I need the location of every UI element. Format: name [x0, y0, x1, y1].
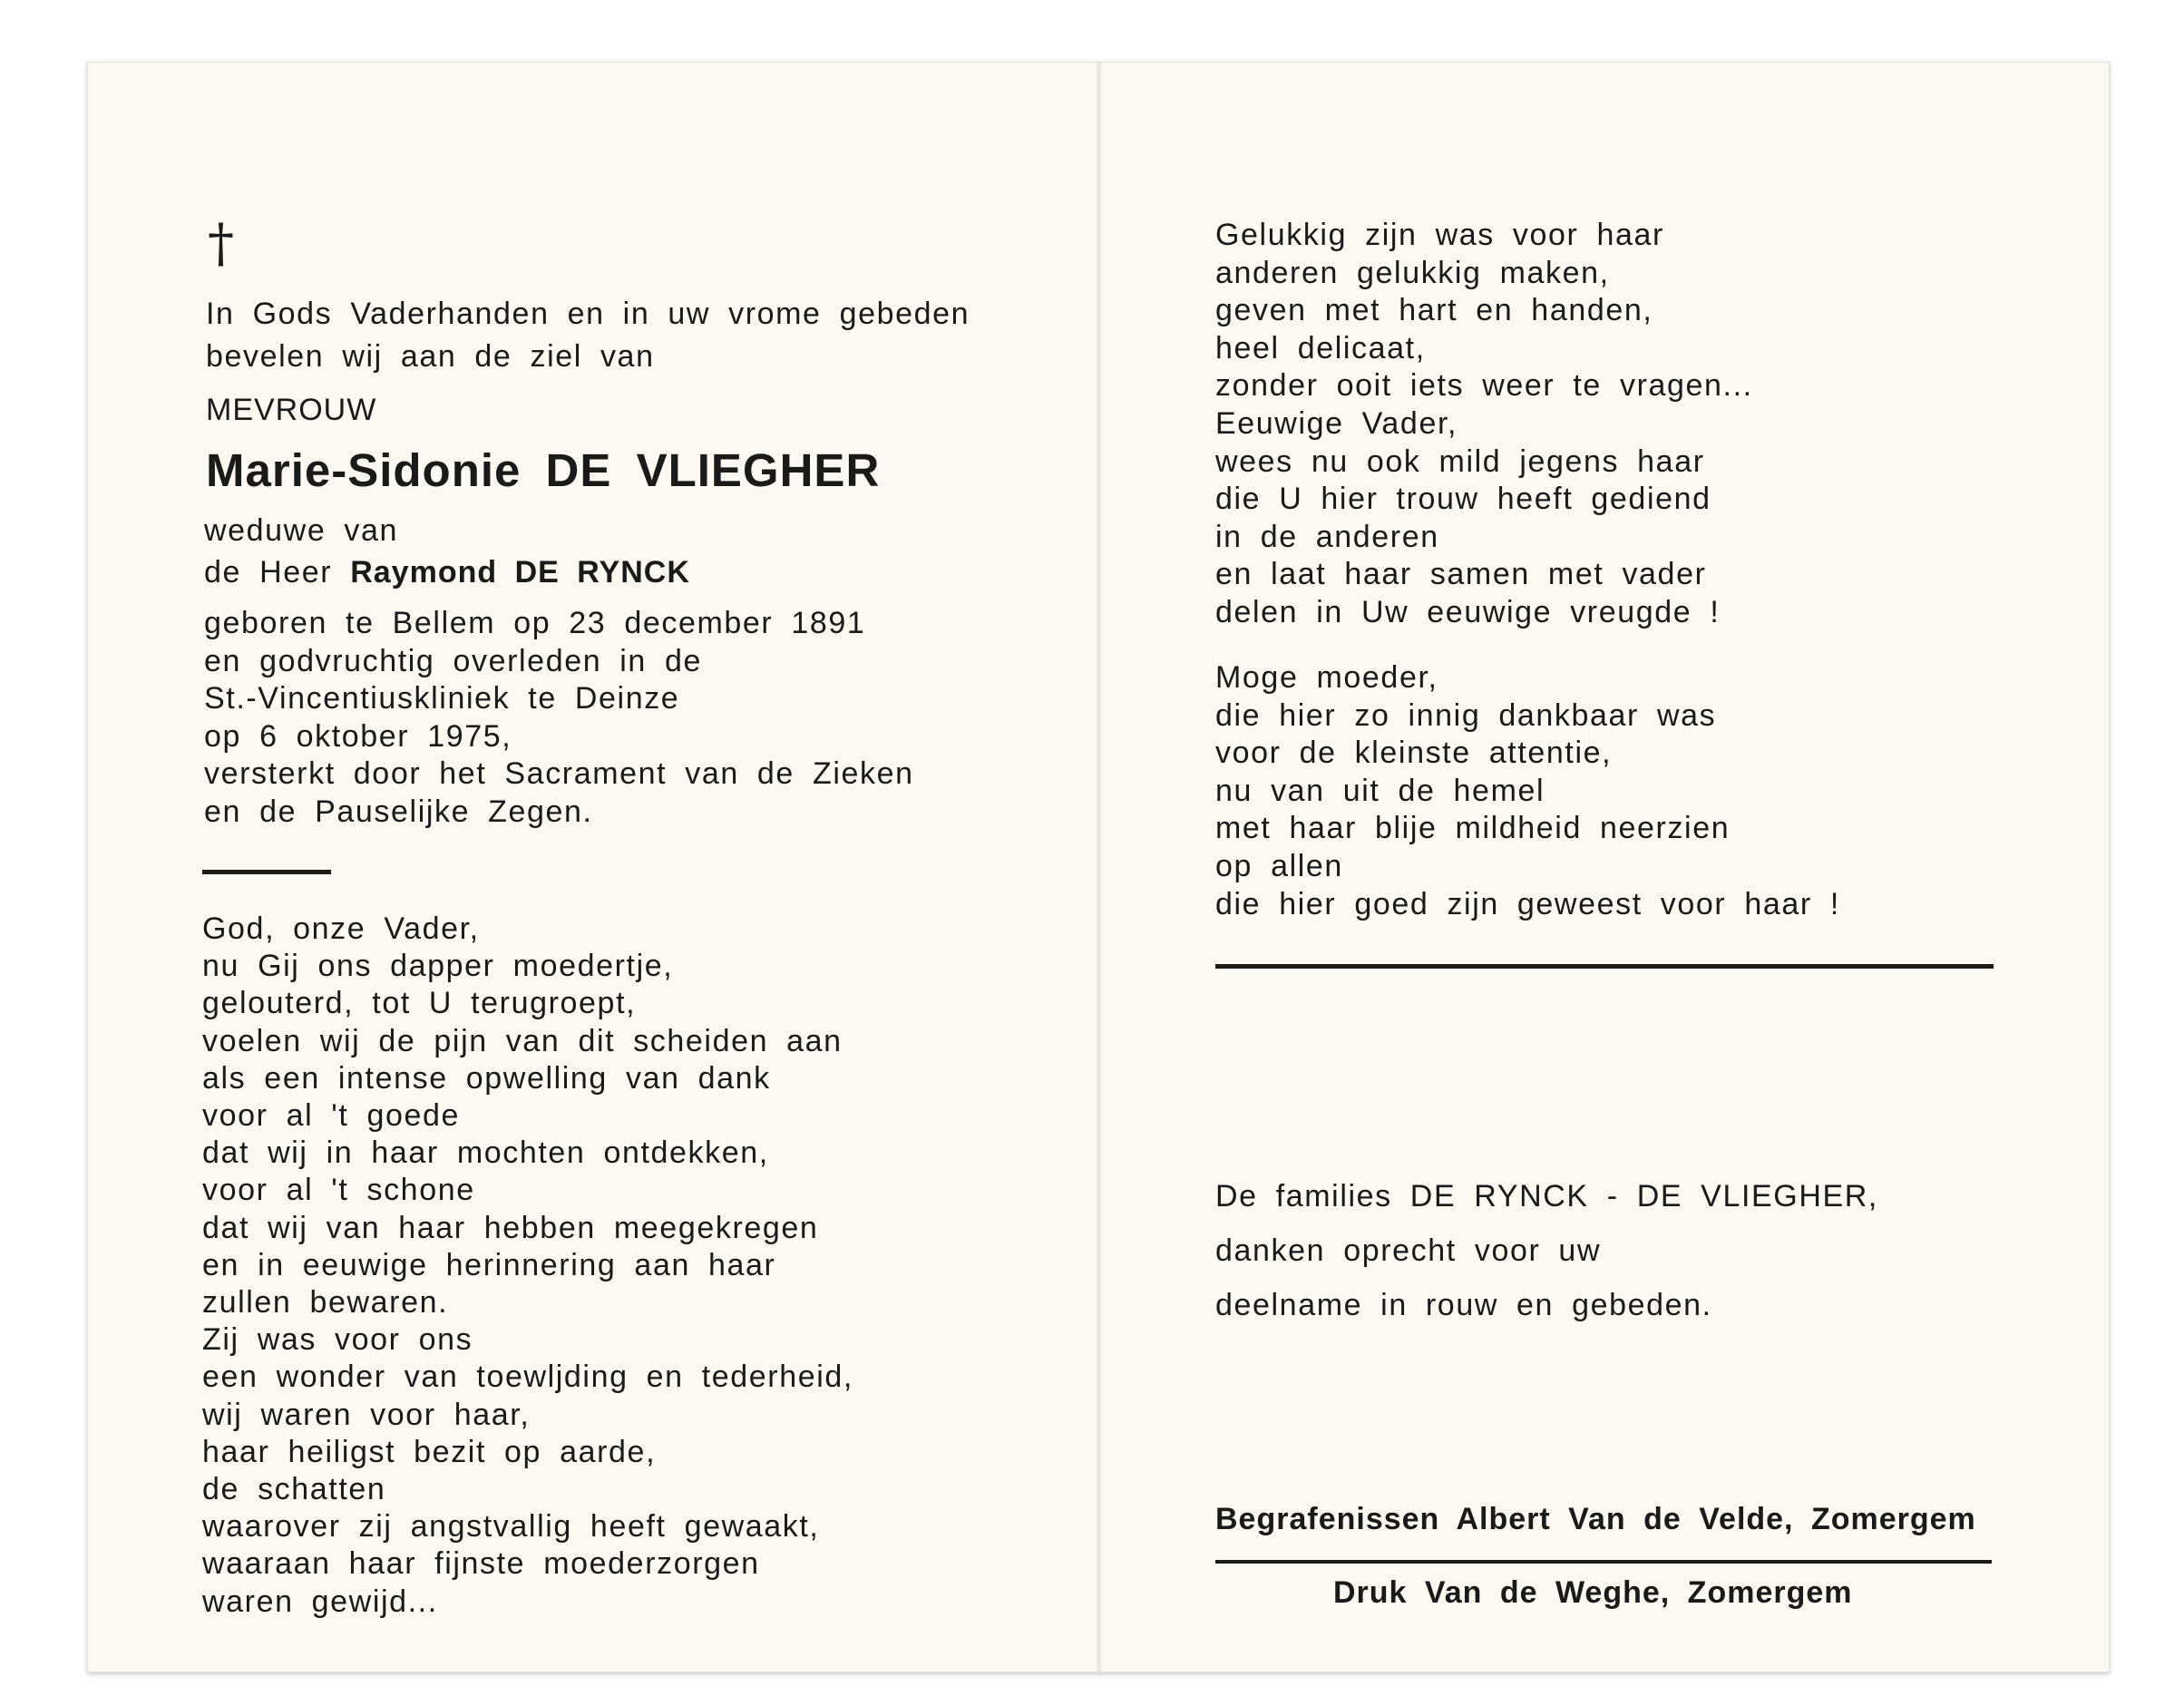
verse-line: zonder ooit iets weer te vragen... [1215, 368, 1753, 404]
verse-line: die U hier trouw heeft gediend [1215, 482, 1711, 517]
thanks-line: danken oprecht voor uw [1215, 1233, 1602, 1268]
poem-line: nu Gij ons dapper moedertje, [202, 949, 674, 984]
poem-line: Zij was voor ons [202, 1322, 473, 1358]
verse-line: delen in Uw eeuwige vreugde ! [1215, 594, 1721, 629]
verse-line: Moge moeder, [1215, 660, 1438, 695]
thanks-line: deelname in rouw en gebeden. [1215, 1288, 1712, 1322]
verse-1 [1215, 217, 1753, 632]
printer-credit: Druk Van de Weghe, Zomergem [1333, 1575, 1853, 1610]
poem-line: voelen wij de pijn van dit scheiden aan [202, 1023, 843, 1058]
poem-line: waren gewijd... [202, 1584, 438, 1619]
verse-line: geven met hart en handen, [1215, 293, 1653, 328]
verse-line: wees nu ook mild jegens haar [1215, 443, 1705, 479]
husband-prefix: de Heer [204, 555, 351, 590]
poem-line: haar heiligst bezit op aarde, [202, 1434, 657, 1469]
verse-line: voor de kleinste attentie, [1215, 736, 1613, 771]
bio-line: op 6 oktober 1975, [204, 718, 512, 754]
poem-line: waarover zij angstvallig heeft gewaakt, [202, 1509, 820, 1545]
divider [1215, 1560, 1992, 1564]
verse-line: Eeuwige Vader, [1215, 405, 1458, 441]
memorial-card [87, 62, 2110, 1672]
bio-line: en de Pauselijke Zegen. [204, 794, 593, 829]
verse-2 [1215, 659, 1840, 923]
poem-line: en in eeuwige herinnering aan haar [202, 1247, 776, 1282]
verse-line: anderen gelukkig maken, [1215, 255, 1610, 290]
thanks-line: De families DE RYNCK - DE VLIEGHER, [1215, 1179, 1878, 1213]
bio-line: versterkt door het Sacrament van de Zieken [204, 756, 914, 791]
poem-line: waaraan haar fijnste moederzorgen [202, 1546, 760, 1582]
verse-line: die hier zo innig dankbaar was [1215, 697, 1717, 733]
cross-symbol: † [208, 212, 236, 274]
card-fold [1096, 63, 1103, 1671]
intro-text [206, 293, 970, 378]
poem-line: de schatten [202, 1472, 386, 1507]
poem-line: als een intense opwelling van dank [202, 1060, 771, 1096]
funeral-home: Begrafenissen Albert Van de Velde, Zomergem [1215, 1502, 1976, 1536]
bio-line: geboren te Bellem op 23 december 1891 [204, 606, 866, 640]
verse-line: op allen [1215, 848, 1343, 883]
intro-line: In Gods Vaderhanden en in uw vrome gebeden [206, 297, 970, 331]
verse-line: met haar blije mildheid neerzien [1215, 811, 1731, 846]
verse-line: en laat haar samen met vader [1215, 557, 1707, 592]
poem-line: gelouterd, tot U terugroept, [202, 986, 637, 1021]
verse-line: die hier goed zijn geweest voor haar ! [1215, 886, 1840, 921]
poem-line: dat wij in haar mochten ontdekken, [202, 1135, 769, 1171]
divider [202, 870, 331, 874]
poem-line: dat wij van haar hebben meegekregen [202, 1210, 819, 1245]
verse-line: nu van uit de hemel [1215, 773, 1545, 808]
verse-line: Gelukkig zijn was voor haar [1215, 218, 1664, 252]
poem-line: God, onze Vader, [202, 911, 480, 946]
husband-name: Raymond DE RYNCK [350, 555, 690, 590]
poem-line: zullen bewaren. [202, 1285, 449, 1321]
verse-line: in de anderen [1215, 519, 1439, 554]
bio-line: St.-Vincentiuskliniek te Deinze [204, 681, 680, 716]
husband-line [204, 551, 690, 593]
biography [204, 605, 914, 831]
family-thanks [1215, 1169, 1878, 1332]
deceased-name: Marie-Sidonie DE VLIEGHER [206, 444, 881, 496]
widow-of-block [204, 510, 690, 593]
divider [1215, 964, 1994, 969]
intro-line: bevelen wij aan de ziel van [206, 339, 655, 374]
verse-line: heel delicaat, [1215, 330, 1426, 365]
bio-line: en godvruchtig overleden in de [204, 643, 702, 678]
widow-of-label: weduwe van [204, 513, 399, 548]
prayer-poem [202, 911, 853, 1621]
poem-line: wij waren voor haar, [202, 1397, 531, 1432]
poem-line: voor al 't schone [202, 1173, 475, 1208]
poem-line: een wonder van toewljding en tederheid, [202, 1360, 853, 1395]
honorific: MEVROUW [206, 393, 377, 427]
poem-line: voor al 't goede [202, 1098, 461, 1134]
